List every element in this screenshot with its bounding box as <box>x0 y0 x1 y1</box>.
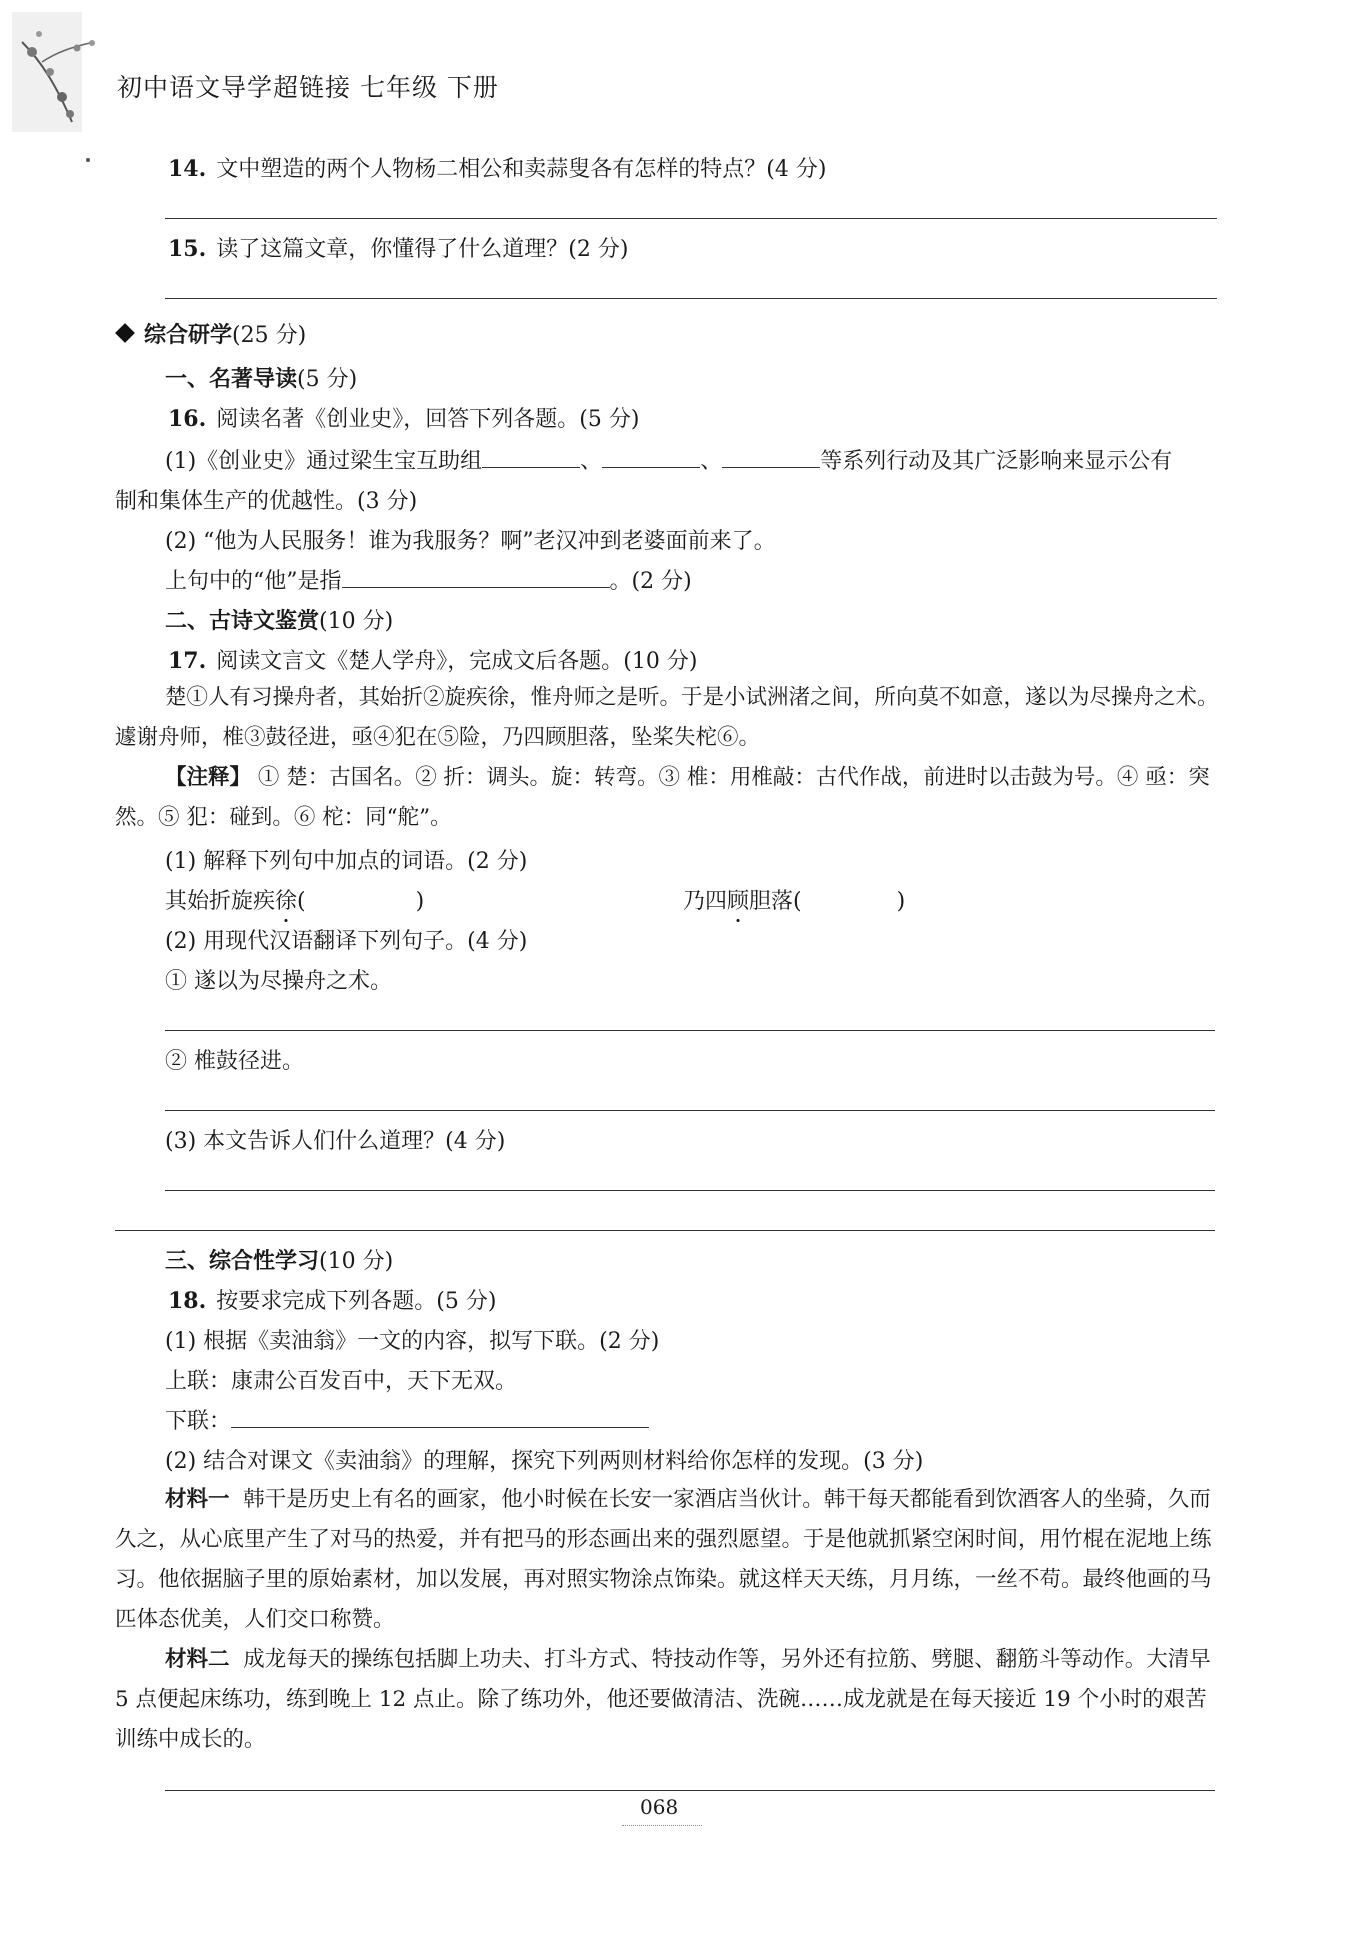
subsection-score: (10 分) <box>319 609 394 634</box>
question-number: 16. <box>168 406 207 432</box>
question-text: 阅读名著《创业史》，回答下列各题。(5 分) <box>216 407 640 432</box>
q17-sub1: (1) 解释下列句中加点的词语。(2 分) <box>165 849 528 874</box>
section-title: 综合研学 <box>144 323 233 348</box>
question-number: 15. <box>168 236 207 262</box>
material-text: 成龙每天的操练包括脚上功夫、打斗方式、特技动作等，另外还有拉筋、劈腿、翻筋斗等动作。大清早 5 点便起床练功，练到晚上 12 点止。除了练功外，他还要做清洁、洗碗……成龙就是在每天接近 19 个小时的艰苦训练中成长的。 <box>115 1647 1211 1752</box>
annotation-notes <box>115 758 1220 838</box>
material-1 <box>115 1480 1220 1640</box>
text-span: 、 <box>580 449 603 474</box>
q17-sub2: (2) 用现代汉语翻译下列句子。(4 分) <box>165 929 528 954</box>
fill-blank[interactable] <box>722 447 820 468</box>
question-17 <box>168 644 697 675</box>
answer-line[interactable] <box>165 218 1217 219</box>
answer-line[interactable] <box>165 1190 1215 1191</box>
note-text: ① 楚：古国名。② 折：调头。旋：转弯。③ 椎：用椎敲：古代作战，前进时以击鼓为号。④ 亟：突然。⑤ 犯：碰到。⑥ 柁：同“舵”。 <box>115 765 1210 830</box>
question-18 <box>168 1284 496 1315</box>
branch-decoration-icon <box>12 12 102 162</box>
question-text: 读了这篇文章，你懂得了什么道理？(2 分) <box>216 237 629 262</box>
q17-sub2-item2: ② 椎鼓径进。 <box>165 1049 304 1074</box>
q17-sub2-item1: ① 遂以为尽操舟之术。 <box>165 969 392 994</box>
fill-blank[interactable] <box>342 567 610 588</box>
question-text: 按要求完成下列各题。(5 分) <box>216 1289 497 1314</box>
page-number: 068 <box>640 1795 679 1819</box>
note-label: 【注释】 <box>165 765 252 790</box>
subsection-title: 二、古诗文鉴赏 <box>165 609 320 634</box>
question-15 <box>168 232 628 263</box>
classical-passage: 楚①人有习操舟者，其始折②旋疾徐，惟舟师之是听。于是小试洲渚之间，所向莫不如意，遂以为尽操舟之术。遽谢舟师，椎③鼓径进，亟④犯在⑤险，乃四顾胆落，坠桨失柁⑥。 <box>115 685 1219 750</box>
question-14 <box>168 152 826 183</box>
text-span: ( <box>297 889 306 914</box>
text-span: 胆落( <box>749 889 802 914</box>
answer-line[interactable] <box>165 1790 1215 1791</box>
subsection-title: 三、综合性学习 <box>165 1249 320 1274</box>
question-text: 阅读文言文《楚人学舟》，完成文后各题。(10 分) <box>216 649 698 674</box>
subsection-1 <box>165 362 357 393</box>
dotted-word: 顾 <box>727 889 750 914</box>
q18-sub1: (1) 根据《卖油翁》一文的内容，拟写下联。(2 分) <box>165 1329 660 1354</box>
text-span: 乃四 <box>683 889 728 914</box>
material-label: 材料二 <box>165 1647 230 1672</box>
q17-sub1-item-b <box>683 884 905 915</box>
dotted-word: 徐 <box>275 889 298 914</box>
text-span: (1)《创业史》通过梁生宝互助组 <box>165 449 483 474</box>
section-score: (25 分) <box>232 323 307 348</box>
diamond-bullet-icon <box>115 323 135 343</box>
material-label: 材料一 <box>165 1487 230 1512</box>
question-16 <box>168 402 639 433</box>
section-heading <box>118 318 306 349</box>
page-number-underline <box>622 1825 702 1826</box>
subsection-title: 一、名著导读 <box>165 367 298 392</box>
fill-blank[interactable] <box>602 447 700 468</box>
material-2 <box>115 1640 1220 1760</box>
text-span: ) <box>896 889 906 914</box>
material-text: 韩干是历史上有名的画家，他小时候在长安一家酒店当伙计。韩干每天都能看到饮酒客人的坐骑，久而久之，从心底里产生了对马的热爱，并有把马的形态画出来的强烈愿望。于是他就抓紧空闲时间，用竹棍在泥地上练习。他依据脑子里的原始素材，加以发展，再对照实物涂点饰染。就这样天天练，月月练，一丝不苟。最终他画的马匹体态优美，人们交口称赞。 <box>115 1487 1212 1632</box>
question-number: 18. <box>168 1288 207 1314</box>
text-span: 、 <box>700 449 723 474</box>
text-span: 上句中的“他”是指 <box>165 569 342 594</box>
answer-line[interactable] <box>165 298 1217 299</box>
q17-sub3: (3) 本文告诉人们什么道理？(4 分) <box>165 1129 506 1154</box>
text-span: 等系列行动及其广泛影响来显示公有 <box>820 449 1173 474</box>
text-span: 。(2 分) <box>609 569 692 594</box>
answer-line[interactable] <box>165 1110 1215 1111</box>
fill-blank[interactable] <box>231 1407 649 1428</box>
text-span: ) <box>415 889 425 914</box>
text-span: 下联： <box>165 1409 232 1434</box>
q16-part2-answer <box>165 564 692 595</box>
subsection-score: (5 分) <box>297 367 358 392</box>
q18-sub2: (2) 结合对课文《卖油翁》的理解，探究下列两则材料给你怎样的发现。(3 分) <box>165 1449 924 1474</box>
answer-line[interactable] <box>115 1230 1215 1231</box>
couplet-upper: 上联：康肃公百发百中，天下无双。 <box>165 1369 518 1394</box>
answer-line[interactable] <box>165 1030 1215 1031</box>
subsection-score: (10 分) <box>319 1249 394 1274</box>
question-number: 14. <box>168 156 207 182</box>
couplet-lower <box>165 1404 649 1435</box>
book-title: 初中语文导学超链接 七年级 下册 <box>117 73 499 102</box>
fill-blank[interactable] <box>482 447 580 468</box>
q16-part1-line2: 制和集体生产的优越性。(3 分) <box>115 489 418 514</box>
question-number: 17. <box>168 648 207 674</box>
question-text: 文中塑造的两个人物杨二相公和卖蒜叟各有怎样的特点？(4 分) <box>216 157 827 182</box>
q16-part2: (2) “他为人民服务！谁为我服务？啊”老汉冲到老婆面前来了。 <box>165 529 776 554</box>
subsection-2 <box>165 604 393 635</box>
q16-part1-line1 <box>165 444 1172 475</box>
text-span: 其始折旋疾 <box>165 889 276 914</box>
subsection-3 <box>165 1244 393 1275</box>
q17-sub1-item-a <box>165 884 424 915</box>
